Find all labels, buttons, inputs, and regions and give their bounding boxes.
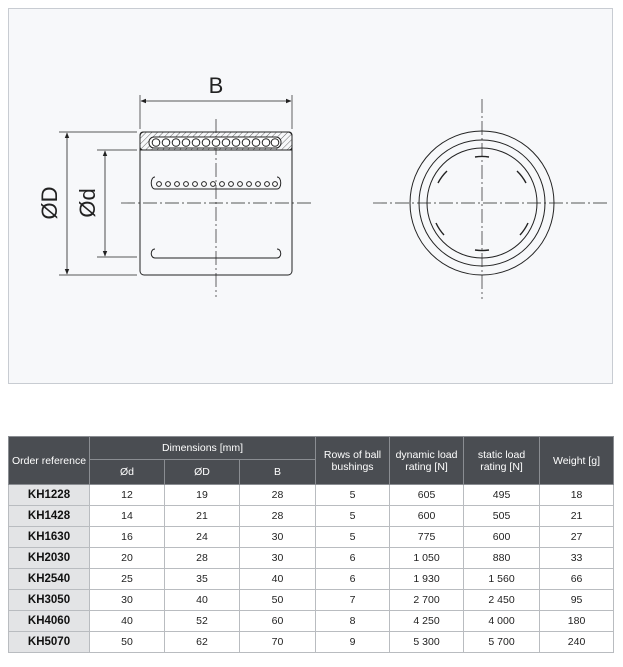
table-row <box>9 569 614 590</box>
header-static-load-rating: static load rating [N] <box>464 437 540 485</box>
B-cell: 50 <box>240 590 316 611</box>
middle-ball-row <box>157 182 278 187</box>
D-cell: 62 <box>165 632 240 653</box>
D-cell: 35 <box>165 569 240 590</box>
static-load-cell: 4 000 <box>464 611 540 632</box>
order-reference-cell: KH2030 <box>9 548 90 569</box>
technical-drawing-panel <box>8 8 613 384</box>
order-reference-cell: KH1630 <box>9 527 90 548</box>
d-cell: 20 <box>90 548 165 569</box>
header-B: B <box>240 460 316 485</box>
header-D: ØD <box>165 460 240 485</box>
order-reference-cell: KH1428 <box>9 506 90 527</box>
technical-drawing <box>9 9 614 385</box>
B-cell: 40 <box>240 569 316 590</box>
weight-cell: 240 <box>540 632 614 653</box>
static-load-cell: 5 700 <box>464 632 540 653</box>
D-cell: 24 <box>165 527 240 548</box>
header-dimensions: Dimensions [mm] <box>90 437 316 460</box>
header-rows-of-ball-bushings: Rows of ball bushings <box>316 437 390 485</box>
B-cell: 28 <box>240 485 316 506</box>
specification-table <box>8 436 614 653</box>
static-load-cell: 880 <box>464 548 540 569</box>
static-load-cell: 2 450 <box>464 590 540 611</box>
dynamic-load-cell: 600 <box>390 506 464 527</box>
table-row <box>9 590 614 611</box>
d-cell: 30 <box>90 590 165 611</box>
header-dynamic-load-rating: dynamic load rating [N] <box>390 437 464 485</box>
order-reference-cell: KH5070 <box>9 632 90 653</box>
B-cell: 30 <box>240 548 316 569</box>
static-load-cell: 600 <box>464 527 540 548</box>
rows-cell: 5 <box>316 506 390 527</box>
rows-cell: 5 <box>316 485 390 506</box>
dynamic-load-cell: 775 <box>390 527 464 548</box>
B-cell: 60 <box>240 611 316 632</box>
D-cell: 21 <box>165 506 240 527</box>
table-row <box>9 527 614 548</box>
d-cell: 12 <box>90 485 165 506</box>
label-B: B <box>208 73 224 98</box>
table-row <box>9 485 614 506</box>
rows-cell: 9 <box>316 632 390 653</box>
rows-cell: 8 <box>316 611 390 632</box>
middle-ring <box>419 140 545 266</box>
header-d: Ød <box>90 460 165 485</box>
end-view <box>373 99 607 299</box>
B-cell: 70 <box>240 632 316 653</box>
D-cell: 28 <box>165 548 240 569</box>
label-outer-diameter: ØD <box>37 186 62 220</box>
B-cell: 28 <box>240 506 316 527</box>
dynamic-load-cell: 5 300 <box>390 632 464 653</box>
weight-cell: 18 <box>540 485 614 506</box>
D-cell: 19 <box>165 485 240 506</box>
static-load-cell: 1 560 <box>464 569 540 590</box>
D-cell: 40 <box>165 590 240 611</box>
static-load-cell: 495 <box>464 485 540 506</box>
rows-cell: 7 <box>316 590 390 611</box>
D-cell: 52 <box>165 611 240 632</box>
dynamic-load-cell: 1 050 <box>390 548 464 569</box>
d-cell: 14 <box>90 506 165 527</box>
order-reference-cell: KH2540 <box>9 569 90 590</box>
header-order-reference: Order reference <box>9 437 90 485</box>
weight-cell: 66 <box>540 569 614 590</box>
dynamic-load-cell: 1 930 <box>390 569 464 590</box>
dynamic-load-cell: 2 700 <box>390 590 464 611</box>
dynamic-load-cell: 605 <box>390 485 464 506</box>
dynamic-load-cell: 4 250 <box>390 611 464 632</box>
table-row <box>9 506 614 527</box>
d-cell: 25 <box>90 569 165 590</box>
label-inner-diameter: Ød <box>75 188 100 218</box>
order-reference-cell: KH4060 <box>9 611 90 632</box>
header-weight: Weight [g] <box>540 437 614 485</box>
rows-cell: 6 <box>316 548 390 569</box>
d-cell: 16 <box>90 527 165 548</box>
weight-cell: 180 <box>540 611 614 632</box>
d-cell: 50 <box>90 632 165 653</box>
d-cell: 40 <box>90 611 165 632</box>
table-row <box>9 548 614 569</box>
order-reference-cell: KH3050 <box>9 590 90 611</box>
table-row <box>9 632 614 653</box>
rows-cell: 6 <box>316 569 390 590</box>
weight-cell: 95 <box>540 590 614 611</box>
table-row <box>9 611 614 632</box>
order-reference-cell: KH1228 <box>9 485 90 506</box>
static-load-cell: 505 <box>464 506 540 527</box>
B-cell: 30 <box>240 527 316 548</box>
weight-cell: 33 <box>540 548 614 569</box>
rows-cell: 5 <box>316 527 390 548</box>
weight-cell: 27 <box>540 527 614 548</box>
weight-cell: 21 <box>540 506 614 527</box>
